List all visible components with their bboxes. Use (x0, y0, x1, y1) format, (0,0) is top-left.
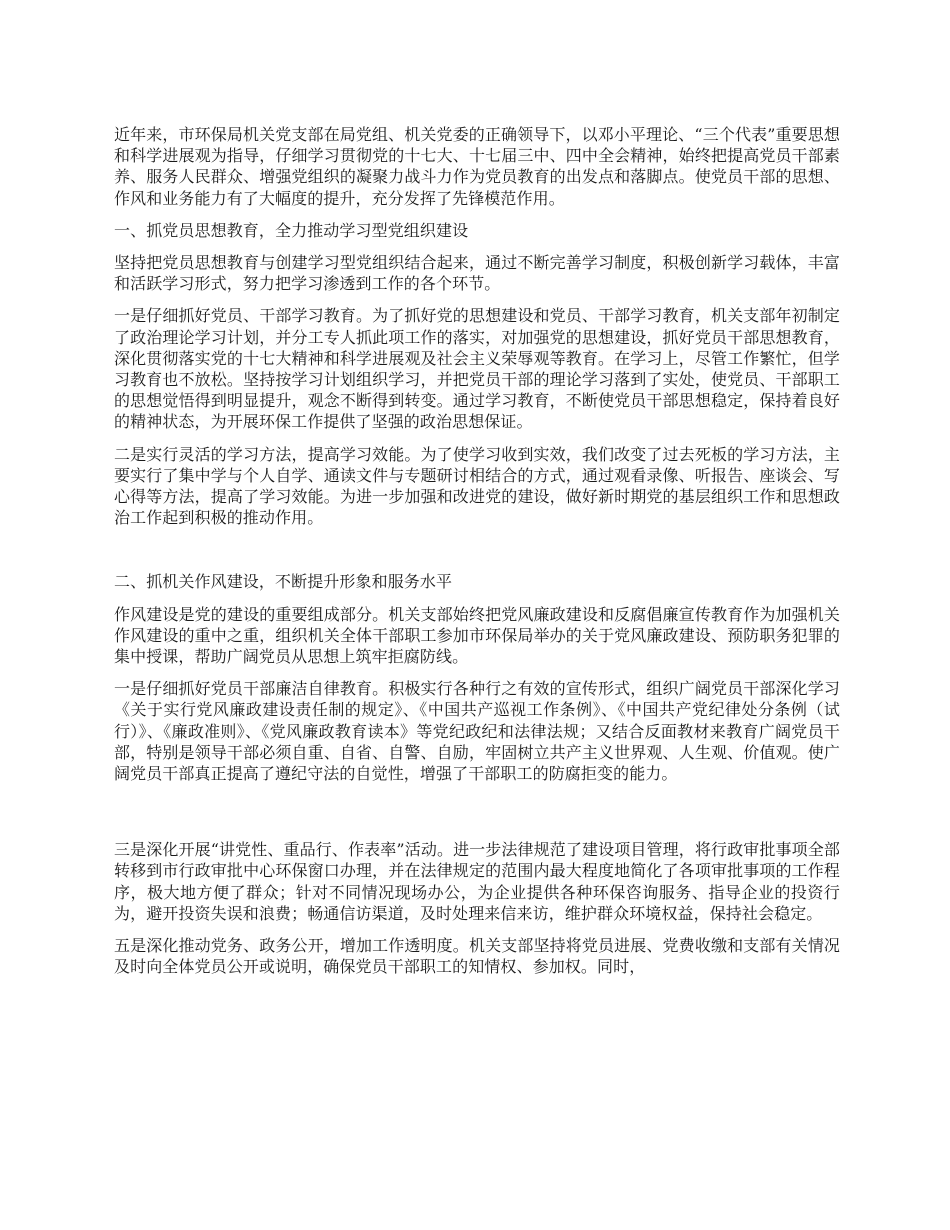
blank-spacer (114, 795, 840, 839)
blank-spacer (114, 539, 840, 571)
section-2-paragraph: 一是仔细抓好党员干部廉洁自律教育。积极实行各种行之有效的宣传形式，组织广阔党员干部深化学习《关于实行党风廉政建设责任制的规定》、《中国共产巡视工作条例》、《中国共产党纪律处分条例（试行）》、《廉政准则》、《党风廉政教育读本》等党纪政纪和法律法规；又结合反面教材来教育广阔党员干部，特别是领导干部必须自重、自省、自警、自励，牢固树立共产主义世界观、人生观、价值观。使广阔党员干部真正提高了遵纪守法的自觉性，增强了干部职工的防腐拒变的能力。 (114, 679, 840, 784)
section-2-paragraph: 作风建设是党的建设的重要组成部分。机关支部始终把党风廉政建设和反腐倡廉宣传教育作为加强机关作风建设的重中之重，组织机关全体干部职工参加市环保局举办的关于党风廉政建设、预防职务犯罪的集中授课，帮助广阔党员从思想上筑牢拒腐防线。 (114, 604, 840, 667)
section-3-paragraph: 三是深化开展“讲党性、重品行、作表率”活动。进一步法律规范了建设项目管理，将行政审批事项全部转移到市行政审批中心环保窗口办理，并在法律规定的范围内最大程度地简化了各项审批事项的工作程序，极大地方便了群众；针对不同情况现场办公，为企业提供各种环保咨询服务、指导企业的投资行为，避开投资失误和浪费；畅通信访渠道，及时处理来信来访，维护群众环境权益，保持社会稳定。 (114, 840, 840, 923)
section-1-heading: 一、抓党员思想教育，全力推动学习型党组织建设 (114, 220, 469, 240)
section-3-paragraph: 五是深化推动党务、政务公开，增加工作透明度。机关支部坚持将党员进展、党费收缴和支部有关情况及时向全体党员公开或说明，确保党员干部职工的知情权、参加权。同时， (114, 936, 840, 977)
section-1-paragraph: 二是实行灵活的学习方法，提高学习效能。为了使学习收到实效，我们改变了过去死板的学习方法，主要实行了集中学与个人自学、通读文件与专题研讨相结合的方式，通过观看录像、听报告、座谈会、写心得等方法，提高了学习效能。为进一步加强和改进党的建设，做好新时期党的基层组织工作和思想政治工作起到积极的推动作用。 (114, 444, 840, 528)
document-page (114, 124, 840, 989)
section-1-paragraph: 坚持把党员思想教育与创建学习型党组织结合起来，通过不断完善学习制度，积极创新学习载体，丰富和活跃学习形式，努力把学习渗透到工作的各个环节。 (114, 253, 840, 294)
intro-paragraph: 近年来，市环保局机关党支部在局党组、机关党委的正确领导下，以邓小平理论、“三个代表”重要思想和科学进展观为指导，仔细学习贯彻党的十七大、十七届三中、四中全会精神，始终把提高党员干部素养、服务人民群众、增强党组织的凝聚力战斗力作为党员教育的出发点和落脚点。使党员干部的思想、作风和业务能力有了大幅度的提升，充分发挥了先锋模范作用。 (114, 125, 840, 208)
section-1-paragraph: 一是仔细抓好党员、干部学习教育。为了抓好党的思想建设和党员、干部学习教育，机关支部年初制定了政治理论学习计划，并分工专人抓此项工作的落实，对加强党的思想建设，抓好党员干部思想教育，深化贯彻落实党的十七大精神和科学进展观及社会主义荣辱观等教育。在学习上，尽管工作繁忙，但学习教育也不放松。坚持按学习计划组织学习，并把党员干部的理论学习落到了实处，使党员、干部职工的思想觉悟得到明显提升，观念不断得到转变。通过学习教育，不断使党员干部思想稳定，保持着良好的精神状态，为开展环保工作提供了坚强的政治思想保证。 (114, 306, 840, 432)
section-2-heading: 二、抓机关作风建设，不断提升形象和服务水平 (114, 572, 453, 592)
